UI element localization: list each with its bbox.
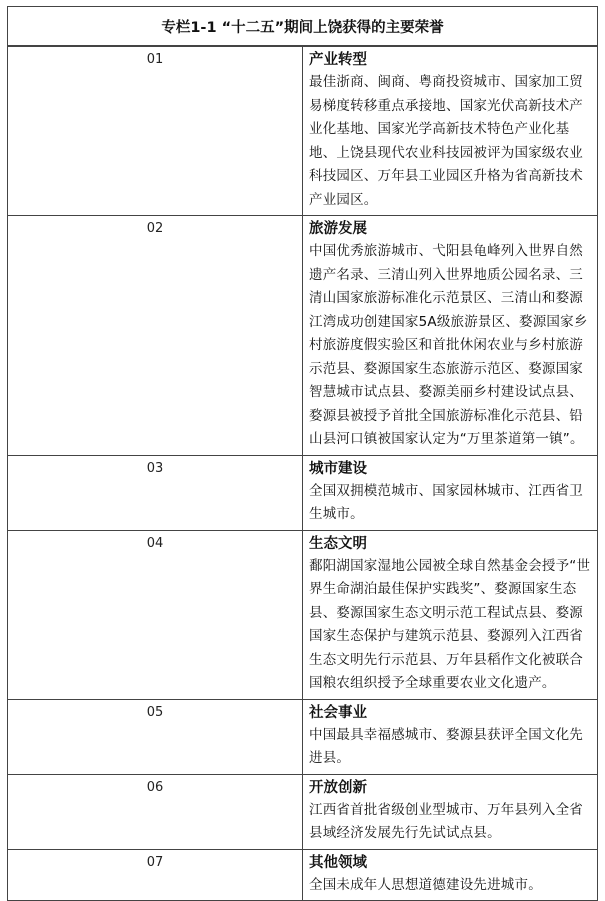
- row-heading: 社会事业: [309, 704, 367, 721]
- row-text: 江西省首批省级创业型城市、万年县列入全省县域经济发展先行先试试点县。: [309, 801, 583, 841]
- row-number: 01: [8, 46, 303, 216]
- row-text: 中国最具幸福感城市、婺源县获评全国文化先进县。: [309, 726, 583, 766]
- table-row: [8, 849, 598, 901]
- row-content: [303, 455, 598, 530]
- row-content: [303, 530, 598, 699]
- row-content: [303, 849, 598, 901]
- row-text: 鄱阳湖国家湿地公园被全球自然基金会授予“世界生命湖泊最佳保护实践奖”、婺源国家生态县、婺源国家生态文明示范工程试点县、婺源国家生态保护与建筑示范县、婺源列入江西省生态文明先行示范县、万年县稻作文化被联合国粮农组织授予全球重要农业文化遗产。: [309, 557, 591, 691]
- title-row: [8, 7, 598, 47]
- honors-table: [7, 6, 598, 901]
- table-row: [8, 530, 598, 699]
- row-text: 最佳浙商、闽商、粤商投资城市、国家加工贸易梯度转移重点承接地、国家光伏高新技术产业化基地、国家光学高新技术特色产业化基地、上饶县现代农业科技园被评为国家级农业科技园区、万年县工业园区升格为省高新技术产业园区。: [309, 74, 583, 208]
- row-text: 全国双拥模范城市、国家园林城市、江西省卫生城市。: [309, 482, 583, 522]
- row-heading: 生态文明: [309, 535, 367, 552]
- row-text: 全国未成年人思想道德建设先进城市。: [309, 876, 542, 893]
- row-number: 06: [8, 774, 303, 849]
- row-number: 04: [8, 530, 303, 699]
- row-heading: 其他领域: [309, 854, 367, 871]
- row-heading: 城市建设: [309, 460, 367, 477]
- box-title: 专栏1-1 “十二五”期间上饶获得的主要荣誉: [8, 7, 598, 47]
- row-content: [303, 216, 598, 456]
- table-row: [8, 216, 598, 456]
- honors-box: [7, 6, 598, 901]
- row-content: [303, 774, 598, 849]
- row-number: 07: [8, 849, 303, 901]
- row-number: 02: [8, 216, 303, 456]
- table-row: [8, 46, 598, 216]
- row-heading: 开放创新: [309, 779, 367, 796]
- row-number: 03: [8, 455, 303, 530]
- table-row: [8, 774, 598, 849]
- row-content: [303, 699, 598, 774]
- row-number: 05: [8, 699, 303, 774]
- table-row: [8, 455, 598, 530]
- row-text: 中国优秀旅游城市、弋阳县龟峰列入世界自然遗产名录、三清山列入世界地质公园名录、三清山国家旅游标准化示范景区、三清山和婺源江湾成功创建国家5A级旅游景区、婺源国家乡村旅游度假实验区和首批休闲农业与乡村旅游示范县、婺源国家生态旅游示范区、婺源国家智慧城市试点县、婺源美丽乡村建设试点县、婺源县被授予首批全国旅游标准化示范县、铅山县河口镇被国家认定为“万里茶道第一镇”。: [309, 243, 588, 447]
- row-content: [303, 46, 598, 216]
- row-heading: 产业转型: [309, 52, 367, 68]
- row-heading: 旅游发展: [309, 221, 367, 237]
- table-row: [8, 699, 598, 774]
